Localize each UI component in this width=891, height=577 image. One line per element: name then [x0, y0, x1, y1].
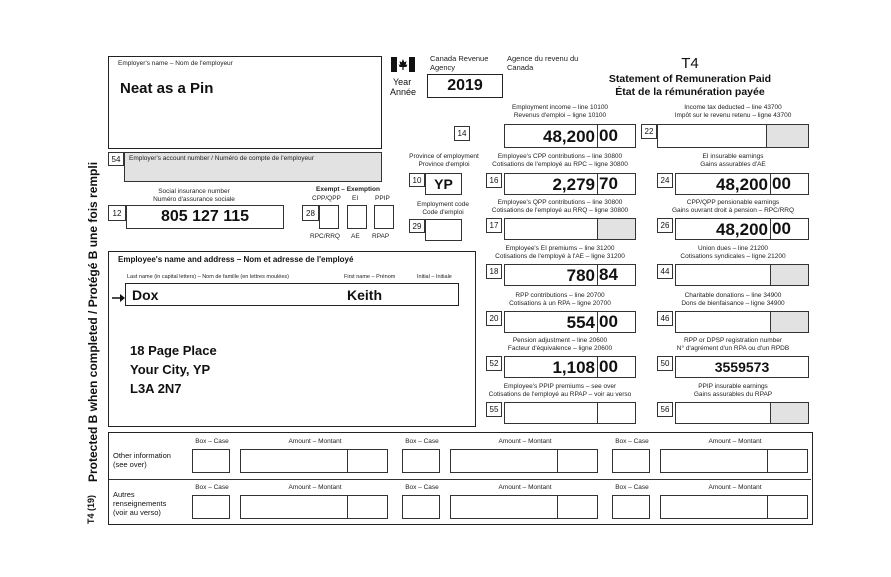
exempt-cpp-checkbox[interactable] — [319, 205, 339, 229]
other-box-case-field[interactable] — [612, 449, 650, 473]
box-52-dollars: 1,108 — [552, 358, 595, 377]
other-info-en-1: Other information — [113, 451, 171, 460]
box-20-label-2: Cotisations à un RPA – ligne 20700 — [509, 300, 611, 307]
box-case-label: Box – Case — [195, 484, 229, 491]
box-18-label-2: Cotisations de l'employé à l'AE – ligne 31200 — [495, 253, 625, 260]
box-28-number: 28 — [302, 205, 319, 221]
amount-label: Amount – Montant — [498, 438, 552, 445]
box-18-number: 18 — [486, 264, 502, 279]
box-50-label-2: N° d'agrément d'un RPA ou d'un RPDB — [676, 345, 790, 352]
box-56-number: 56 — [657, 402, 673, 417]
canada-flag-icon — [391, 57, 415, 72]
other-box-case-field[interactable] — [402, 449, 440, 473]
other-amount-field[interactable] — [450, 449, 598, 473]
box-24-label-2: Gains assurables d'AE — [700, 161, 766, 168]
box-22-label-1: Income tax deducted – line 43700 — [684, 104, 782, 111]
box-17-label-1: Employee's QPP contributions – line 30800 — [497, 199, 623, 206]
box-17-number: 17 — [486, 218, 502, 233]
exempt-cpp-label: CPP/QPP — [312, 195, 341, 202]
box-case-label: Box – Case — [615, 484, 649, 491]
box-44-label-1: Union dues – line 21200 — [697, 245, 769, 252]
box-18-cents: 84 — [597, 265, 635, 285]
exempt-ppip-checkbox[interactable] — [374, 205, 394, 229]
sin-label-fr: Numéro d'assurance sociale — [153, 196, 235, 203]
box-29-label-1: Employment code — [416, 201, 470, 208]
employment-income-field[interactable] — [504, 124, 636, 148]
box-20-label-1: RPP contributions – line 20700 — [515, 292, 605, 299]
box-10-number: 10 — [409, 173, 425, 187]
box-55-label-1: Employee's PPIP premiums – see over — [503, 383, 617, 390]
box-22-number: 22 — [641, 124, 657, 139]
year-field[interactable]: 2019 — [427, 74, 503, 98]
arrow-right-icon — [112, 290, 126, 300]
amount-label: Amount – Montant — [288, 484, 342, 491]
sin-label-en: Social insurance number — [158, 188, 230, 195]
box-case-label: Box – Case — [615, 438, 649, 445]
other-amount-cents — [767, 450, 807, 472]
box-26-number: 26 — [657, 218, 673, 233]
box-46-label-2: Dons de bienfaisance – ligne 34900 — [681, 300, 785, 307]
exempt-label: Exempt – Exemption — [316, 186, 380, 193]
box-54-label: Employer's account number / Numéro de compte de l'employeur — [129, 155, 314, 162]
box-54-field[interactable] — [124, 152, 382, 182]
other-amount-cents — [557, 496, 597, 518]
box-52-number: 52 — [486, 356, 502, 371]
box-17-label-2: Cotisations de l'employé au RRQ – ligne 30800 — [491, 207, 629, 214]
box-14-label-2: Revenus d'emploi – ligne 10100 — [513, 112, 607, 119]
other-info-divider — [109, 479, 811, 480]
exempt-ae-label: AE — [351, 233, 360, 240]
other-box-case-field[interactable] — [402, 495, 440, 519]
box-24-cents: 00 — [770, 174, 808, 194]
employee-label: Employee's name and address – Nom et adresse de l'employé — [118, 255, 354, 264]
employee-first-name: Keith — [347, 287, 382, 303]
box-56-label-2: Gains assurables du RPAP — [693, 391, 773, 398]
box-22-label-2: Impôt sur le revenu retenu – ligne 43700 — [674, 112, 792, 119]
amount-label: Amount – Montant — [498, 484, 552, 491]
first-name-label: First name – Prénom — [344, 274, 396, 280]
pensionable-earnings-field[interactable] — [675, 218, 809, 240]
agency-en: Canada Revenue Agency — [430, 54, 489, 72]
ei-premiums-field[interactable] — [504, 264, 636, 286]
box-20-cents: 00 — [597, 312, 635, 332]
employee-last-name: Dox — [132, 287, 159, 303]
box-26-label-2: Gains ouvrant droit à pension – RPC/RRQ — [671, 207, 795, 214]
box-50-label-1: RPP or DPSP registration number — [683, 337, 783, 344]
box-case-label: Box – Case — [405, 484, 439, 491]
box-55-cents — [597, 403, 635, 423]
box-16-cents: 70 — [597, 174, 635, 194]
box-26-label-1: CPP/QPP pensionable earnings — [686, 199, 780, 206]
box-case-label: Box – Case — [195, 438, 229, 445]
exempt-ei-label: EI — [352, 195, 359, 202]
year-label-fr: Année — [390, 87, 417, 97]
box-10-label-2: Province d'emploi — [418, 161, 470, 168]
employment-code-field[interactable] — [425, 219, 462, 241]
box-46-label-1: Charitable donations – line 34900 — [684, 292, 782, 299]
box-52-label-2: Facteur d'équivalence – ligne 20600 — [507, 345, 613, 352]
box-14-dollars: 48,200 — [543, 127, 595, 146]
box-20-number: 20 — [486, 311, 502, 326]
rpp-contributions-field[interactable] — [504, 311, 636, 333]
box-52-label-1: Pension adjustment – line 20600 — [512, 337, 608, 344]
box-case-label: Box – Case — [405, 438, 439, 445]
box-56-label-1: PPIP insurable earnings — [698, 383, 768, 390]
address-line-1: 18 Page Place — [130, 343, 217, 358]
other-box-case-field[interactable] — [192, 495, 230, 519]
other-amount-cents — [347, 450, 387, 472]
box-50-number: 50 — [657, 356, 673, 371]
box-16-number: 16 — [486, 173, 502, 188]
box-44-cents — [770, 265, 808, 285]
employee-address-box — [108, 251, 476, 427]
other-amount-cents — [767, 496, 807, 518]
protected-b-label: Protected B when completed / Protégé B une fois rempli — [86, 161, 100, 482]
form-title-fr: État de la rémunération payée — [615, 86, 765, 98]
box-24-dollars: 48,200 — [716, 175, 768, 194]
exempt-ppip-label: PPIP — [375, 195, 390, 202]
box-26-cents: 00 — [770, 219, 808, 239]
employer-name-label: Employer's name – Nom de l'employeur — [118, 60, 233, 67]
box-54-number: 54 — [108, 152, 124, 166]
exempt-ei-checkbox[interactable] — [347, 205, 367, 229]
ppip-insurable-field[interactable] — [675, 402, 809, 424]
box-18-label-1: Employee's EI premiums – line 31200 — [505, 245, 615, 252]
other-amount-field[interactable] — [240, 449, 388, 473]
box-17-cents — [597, 219, 635, 239]
box-12-number: 12 — [108, 205, 126, 221]
other-box-case-field[interactable] — [612, 495, 650, 519]
form-title-code: T4 — [681, 55, 699, 72]
box-22-cents — [766, 125, 808, 147]
province-field[interactable]: YP — [425, 173, 462, 195]
charitable-donations-field[interactable] — [675, 311, 809, 333]
box-16-label-1: Employee's CPP contributions – line 30800 — [497, 153, 623, 160]
exempt-rpc-label: RPC/RRQ — [310, 233, 340, 240]
box-14-number: 14 — [454, 126, 470, 141]
income-tax-field[interactable] — [657, 124, 809, 148]
other-info-fr-3: (voir au verso) — [113, 508, 161, 517]
box-29-number: 29 — [409, 219, 425, 233]
address-line-3: L3A 2N7 — [130, 381, 182, 396]
box-26-dollars: 48,200 — [716, 220, 768, 239]
union-dues-field[interactable] — [675, 264, 809, 286]
box-18-dollars: 780 — [566, 266, 595, 285]
ppip-premiums-field[interactable] — [504, 402, 636, 424]
box-44-label-2: Cotisations syndicales – ligne 21200 — [680, 253, 786, 260]
box-14-cents: 00 — [597, 125, 635, 147]
box-16-dollars: 2,279 — [552, 175, 595, 194]
other-amount-cents — [557, 450, 597, 472]
amount-label: Amount – Montant — [288, 438, 342, 445]
form-code: T4 (19) — [86, 494, 96, 524]
box-55-number: 55 — [486, 402, 502, 417]
exempt-rpap-label: RPAP — [372, 233, 390, 240]
amount-label: Amount – Montant — [708, 438, 762, 445]
form-title-en: Statement of Remuneration Paid — [608, 73, 772, 85]
other-info-en-2: (see over) — [113, 460, 147, 469]
box-44-number: 44 — [657, 264, 673, 279]
box-20-dollars: 554 — [566, 313, 595, 332]
amount-label: Amount – Montant — [708, 484, 762, 491]
ei-insurable-field[interactable] — [675, 173, 809, 195]
other-box-case-field[interactable] — [192, 449, 230, 473]
employer-name-box[interactable] — [108, 56, 382, 149]
box-56-cents — [770, 403, 808, 423]
box-29-label-2: Code d'emploi — [422, 209, 464, 216]
box-46-cents — [770, 312, 808, 332]
address-line-2: Your City, YP — [130, 362, 211, 377]
other-amount-cents — [347, 496, 387, 518]
other-amount-field[interactable] — [450, 495, 598, 519]
agency-fr: Agence du revenu du Canada — [507, 54, 579, 72]
box-55-label-2: Cotisations de l'employé au RPAP – voir au verso — [488, 391, 632, 398]
other-amount-field[interactable] — [240, 495, 388, 519]
box-16-label-2: Cotisations de l'employé au RPC – ligne 30800 — [492, 161, 628, 168]
box-14-label-1: Employment income – line 10100 — [511, 104, 609, 111]
qpp-contributions-field[interactable] — [504, 218, 636, 240]
other-amount-field[interactable] — [660, 449, 808, 473]
initial-label: Initial – Initiale — [417, 274, 452, 280]
box-52-cents: 00 — [597, 357, 635, 377]
box-24-label-1: EI insurable earnings — [702, 153, 764, 160]
last-name-label: Last name (in capital letters) – Nom de famille (en lettres moulées) — [127, 274, 290, 280]
cpp-contributions-field[interactable] — [504, 173, 636, 195]
box-24-number: 24 — [657, 173, 673, 188]
pension-adjustment-field[interactable] — [504, 356, 636, 378]
year-label-en: Year — [393, 77, 412, 87]
box-46-number: 46 — [657, 311, 673, 326]
other-info-fr-1: Autres — [113, 490, 135, 499]
employer-name-value: Neat as a Pin — [120, 80, 214, 97]
employee-name-field[interactable] — [125, 283, 459, 306]
sin-field[interactable]: 805 127 115 — [126, 205, 284, 229]
other-info-fr-2: renseignements — [113, 499, 167, 508]
other-amount-field[interactable] — [660, 495, 808, 519]
box-10-label-1: Province of employment — [409, 153, 479, 160]
rpp-registration-field[interactable]: 3559573 — [675, 356, 809, 378]
